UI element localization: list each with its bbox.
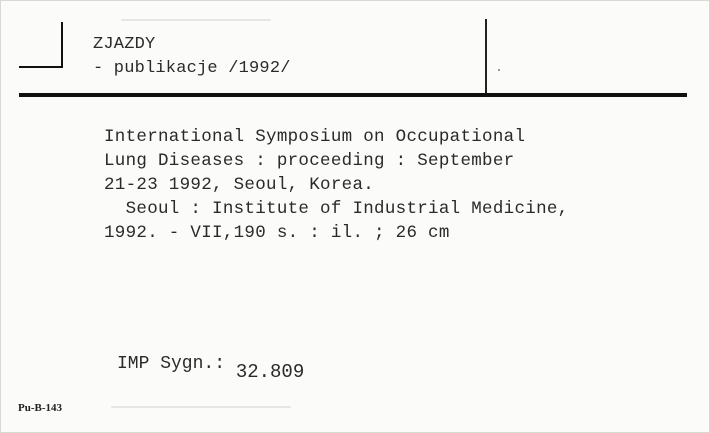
description-line: International Symposium on Occupational <box>104 127 526 147</box>
shelfmark-number: 32.809 <box>235 361 305 383</box>
subject-subheading: - publikacje /1992/ <box>93 59 291 78</box>
corner-mark-vertical <box>61 22 63 67</box>
description-line: Lung Diseases : proceeding : September <box>104 151 515 171</box>
shelfmark-label: IMP Sygn.: <box>117 354 236 374</box>
catalog-stamp: Pu-B-143 <box>18 402 62 414</box>
description-line: Seoul : Institute of Industrial Medicine, <box>104 199 569 219</box>
subject-heading: ZJAZDY <box>93 35 156 54</box>
header-rule <box>19 93 687 97</box>
faint-show-through-line <box>111 406 291 408</box>
corner-mark-horizontal <box>19 66 63 68</box>
subject-heading-block <box>93 33 291 81</box>
faint-show-through-line <box>121 19 271 21</box>
bibliographic-description <box>104 125 568 245</box>
description-line: 1992. - VII,190 s. : il. ; 26 cm <box>104 223 450 243</box>
header-column-divider <box>485 19 487 93</box>
header-dot-mark <box>498 69 500 71</box>
shelfmark <box>117 353 305 383</box>
description-line: 21-23 1992, Seoul, Korea. <box>104 175 375 195</box>
